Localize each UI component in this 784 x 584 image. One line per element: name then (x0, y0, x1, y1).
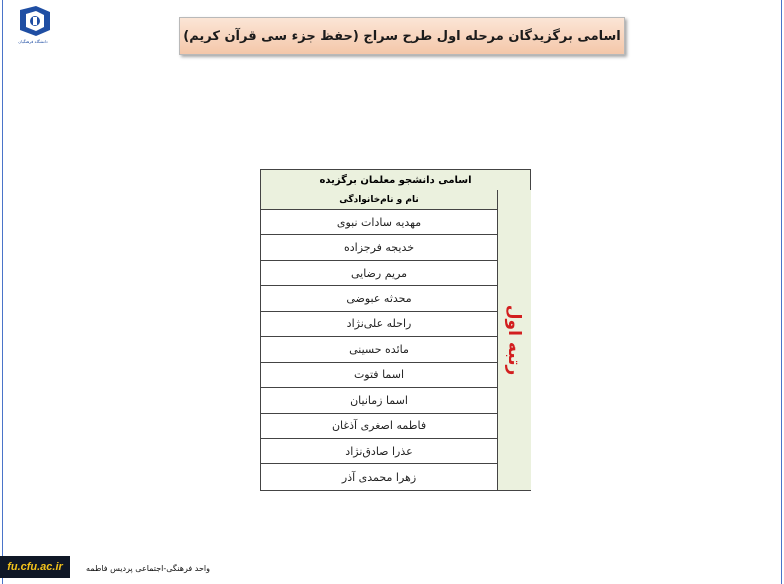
table-row: اسما زمانیان (261, 388, 497, 413)
table-row: خدیجه فرجزاده (261, 235, 497, 260)
table-row: عذرا صادق‌نژاد (261, 439, 497, 464)
table-row: مریم رضایی (261, 261, 497, 286)
table-row: اسما فتوت (261, 363, 497, 388)
table-row: محدثه عبوضی (261, 286, 497, 311)
name-column-header: نام و نام‌خانوادگی (261, 190, 497, 210)
table-row: فاطمه اصغری آذغان (261, 414, 497, 439)
name-list (261, 210, 497, 490)
logo-caption: دانشگاه فرهنگیان (18, 39, 48, 44)
page-title: اسامی برگزیدگان مرحله اول طرح سراج (حفظ جزء سی قرآن کریم) (179, 17, 625, 55)
site-badge[interactable]: fu.cfu.ac.ir (0, 556, 70, 578)
winners-table (260, 169, 531, 491)
table-row: زهرا محمدی آذر (341, 470, 417, 484)
table-row: مائده حسینی (261, 337, 497, 362)
table-header: اسامی دانشجو معلمان برگزیده (261, 170, 530, 191)
footer-credit: واحد فرهنگی-اجتماعی پردیس فاطمه (86, 563, 210, 573)
right-border (781, 0, 782, 584)
rank-cell (497, 190, 531, 490)
rank-label: رتبه اول (504, 304, 525, 376)
table-row: راحله علی‌نژاد (261, 312, 497, 337)
names-column (261, 190, 497, 490)
left-border (2, 0, 3, 584)
table-row: مهدیه سادات نبوی (261, 210, 497, 235)
